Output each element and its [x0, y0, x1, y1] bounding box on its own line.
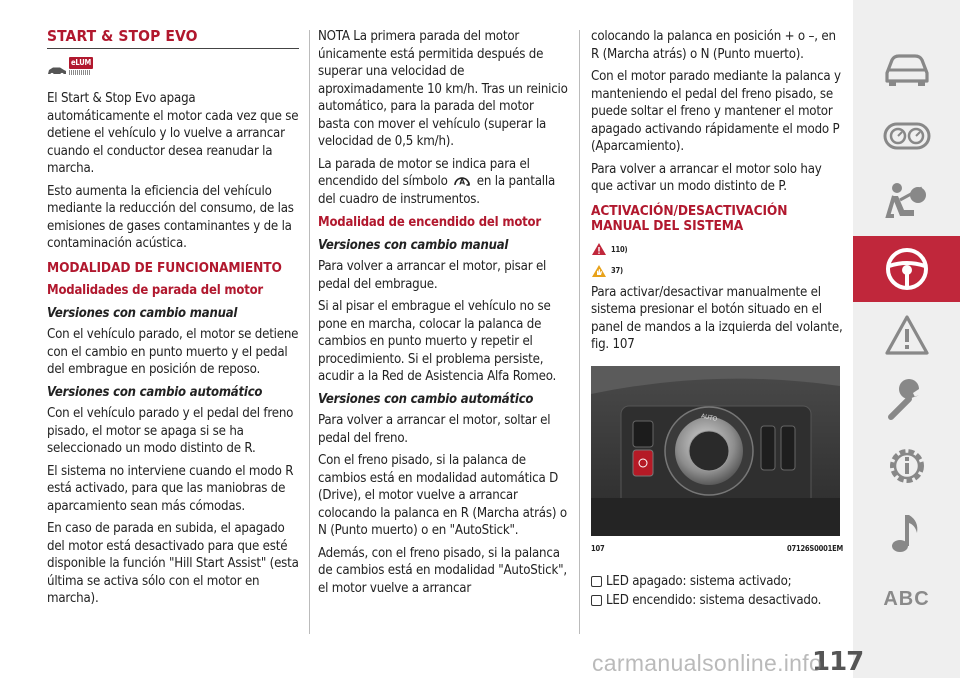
column-3 [591, 28, 843, 610]
paragraph: Para volver a arrancar el motor, pisar el pedal del embrague. [318, 259, 547, 292]
figure-caption [591, 540, 843, 558]
gear-info-icon [884, 443, 930, 489]
sidebar-item-multimedia[interactable] [853, 500, 960, 566]
paragraph: El Start & Stop Evo apaga automáticamente el motor cada vez que se detiene el vehículo y lo vuelve a arrancar cuando el conductor desea reanudar la marcha. [47, 91, 299, 176]
warning-ref [591, 241, 843, 259]
column-1 [47, 28, 299, 613]
version-heading: Versiones con cambio automático [47, 384, 263, 400]
car-icon [883, 51, 931, 87]
sidebar-item-car[interactable] [853, 36, 960, 102]
steering-wheel-icon [884, 246, 930, 292]
text: La parada de motor se indica para el encendido del símbolo [318, 156, 530, 189]
paragraph: Para activar/desactivar manualmente el sistema presionar el botón situado en el panel de mandos a la izquierda del volante, fig. 107 [591, 284, 843, 352]
control-panel-photo [591, 366, 840, 536]
page-number: 117 [812, 647, 864, 677]
check-text: LED encendido: sistema desactivado. [606, 592, 822, 608]
sidebar-item-warnings[interactable] [853, 302, 960, 368]
section-heading: ACTIVACIÓN/DESACTIVACIÓN MANUAL DEL SISTEMA [591, 202, 788, 234]
paragraph: El sistema no interviene cuando el modo R está activado, para que las maniobras de aparcamiento sean más cómodas. [47, 463, 294, 514]
check-item [591, 592, 843, 610]
paragraph: En caso de parada en subida, el apagado del motor está desactivado para que esté disponible la función "Hill Start Assist" (esta última se activa sólo con el motor en marcha). [47, 521, 299, 606]
sidebar-item-driving[interactable] [853, 236, 960, 302]
warning-number: 110) [611, 244, 628, 254]
paragraph: Si al pisar el embrague el vehículo no se pone en marcha, colocar la palanca de cambios en punto muerto y repetir el procedimiento. Si el problema persiste, acudir a la Red de Asistencia Alfa Romeo. [318, 299, 557, 384]
barcode-strip [69, 70, 91, 75]
auto-stop-symbol-icon [452, 173, 472, 189]
elum-tag: eLUM [71, 57, 92, 67]
paragraph: NOTA La primera parada del motor únicamente está permitida después de superar una velocidad de aproximadamente 10 km/h. Tras un reinicio automático, para la parada del motor basta con mover el vehículo (superar la velocidad de 0,5 km/h). [318, 29, 568, 149]
figure-107 [591, 366, 840, 536]
figure-code: 07126S0001EM [786, 543, 843, 553]
car-icon [47, 66, 67, 76]
paragraph: colocando la palanca en posición + o –, en R (Marcha atrás) o N (Punto muerto). [591, 29, 836, 62]
section-heading: MODALIDAD DE FUNCIONAMIENTO [47, 259, 282, 276]
seat-airbag-icon [884, 180, 930, 226]
paragraph: Para volver a arrancar el motor solo hay que activar un modo distinto de P. [591, 161, 822, 194]
paragraph: Con el motor parado mediante la palanca y manteniendo el pedal del freno pisado, se puede soltar el freno y mantener el motor apagado activando rápidamente el modo P (Aparcamiento). [591, 69, 841, 154]
check-item [591, 573, 843, 591]
figure-number: 107 [591, 543, 605, 553]
section-title: START & STOP EVO [47, 28, 299, 49]
subsection-heading: Modalidad de encendido del motor [318, 215, 541, 230]
version-heading: Versiones con cambio manual [318, 237, 509, 253]
music-note-icon [887, 511, 927, 555]
wrench-icon [885, 379, 929, 423]
version-heading: Versiones con cambio manual [47, 305, 238, 321]
warning-triangle-icon [884, 314, 930, 356]
caution-number: 37) [611, 266, 623, 275]
column-divider [309, 30, 310, 634]
check-text: LED apagado: sistema activado; [606, 574, 792, 589]
subsection-heading: Modalidades de parada del motor [47, 283, 263, 298]
sidebar-item-maintenance[interactable] [853, 368, 960, 434]
svg-text:A: A [459, 177, 466, 187]
sidebar-item-index[interactable] [853, 566, 960, 632]
sidebar-item-technical[interactable] [853, 433, 960, 499]
paragraph-with-symbol [318, 156, 568, 209]
paragraph: Con el vehículo parado y el pedal del freno pisado, el motor se apaga si se ha seleccionado un modo distinto de R. [47, 406, 294, 456]
svg-text:AUTO: AUTO [700, 412, 718, 423]
column-2 [318, 28, 568, 602]
index-abc-label: ABC [883, 587, 930, 610]
paragraph: Esto aumenta la eficiencia del vehículo mediante la reducción del consumo, de las emisiones de gases contaminantes y de la contaminación acústica. [47, 183, 294, 251]
watermark: carmanualsonline.info [592, 650, 823, 676]
sidebar-item-instruments[interactable] [853, 103, 960, 169]
warning-triangle-icon [591, 242, 607, 256]
caution-ref [591, 262, 843, 280]
version-heading: Versiones con cambio automático [318, 391, 534, 407]
gauges-icon [883, 121, 931, 151]
paragraph: Con el vehículo parado, el motor se detiene con el cambio en punto muerto y el pedal del embrague en posición de reposo. [47, 327, 299, 377]
paragraph: Además, con el freno pisado, si la palanca de cambios está en modalidad "AutoStick", el motor vuelve a arrancar [318, 545, 567, 596]
checkbox-bullet-icon [591, 595, 602, 606]
chapter-sidebar [853, 0, 960, 678]
sidebar-item-safety[interactable] [853, 170, 960, 236]
column-divider [579, 30, 580, 634]
elum-badge [47, 57, 93, 77]
checkbox-bullet-icon [591, 576, 602, 587]
caution-hand-icon [591, 264, 607, 278]
paragraph: Con el freno pisado, si la palanca de cambios está en modalidad automática D (Drive), el motor vuelve a arrancar colocando la palanca en R (Marcha atrás) o N (Punto muerto) o en "AutoStick". [318, 453, 567, 538]
text: en la pantalla del cuadro de instrumentos. [318, 174, 556, 207]
paragraph: Para volver a arrancar el motor, soltar el pedal del freno. [318, 413, 551, 446]
